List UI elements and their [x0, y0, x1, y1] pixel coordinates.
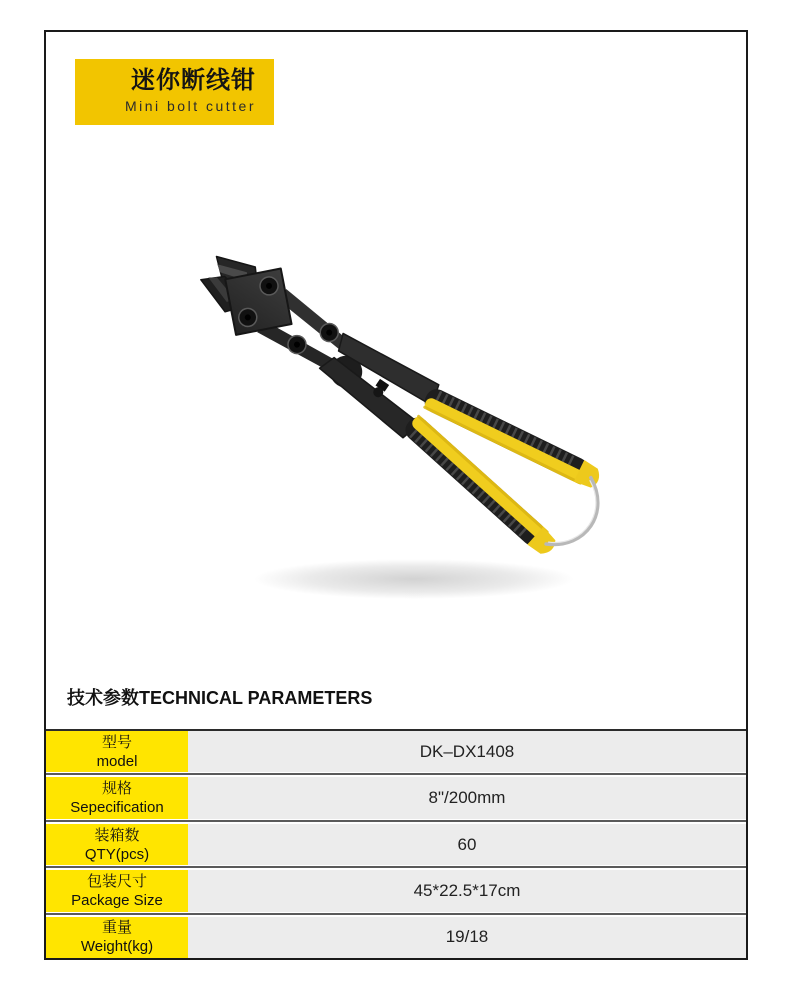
spec-value: 60	[188, 824, 746, 865]
table-row-qty	[46, 824, 746, 865]
spec-label	[46, 731, 188, 772]
spec-label-en: Weight(kg)	[80, 938, 154, 956]
spec-value: 8"/200mm	[188, 777, 746, 818]
spec-label	[46, 777, 188, 818]
product-title-badge	[75, 59, 274, 125]
page-frame	[44, 30, 748, 960]
spec-label-en: QTY(pcs)	[84, 845, 150, 863]
spec-label-zh: 重量	[101, 919, 132, 937]
product-shadow	[254, 559, 574, 599]
spec-label	[46, 917, 188, 958]
spec-label-en: Package Size	[71, 891, 163, 909]
spec-label-zh: 装箱数	[94, 826, 140, 844]
product-image	[152, 242, 672, 622]
table-row-model	[46, 731, 746, 772]
bolt-cutter	[178, 242, 621, 571]
spec-label	[46, 870, 188, 911]
table-row-package-size	[46, 870, 746, 911]
spec-label	[46, 824, 188, 865]
table-row-specification	[46, 777, 746, 818]
section-heading: 技术参数TECHNICAL PARAMETERS	[67, 688, 373, 708]
spec-value: 19/18	[188, 917, 746, 958]
spec-label-zh: 规格	[101, 780, 132, 798]
spec-label-zh: 型号	[101, 733, 132, 751]
spec-label-en: Sepecification	[70, 799, 164, 817]
spec-label-en: model	[96, 752, 138, 770]
product-title-en: Mini bolt cutter	[124, 98, 256, 114]
spec-table	[46, 729, 746, 958]
spec-value: 45*22.5*17cm	[188, 870, 746, 911]
product-title-zh: 迷你断线钳	[131, 67, 256, 94]
spec-value: DK–DX1408	[188, 731, 746, 772]
table-row-weight	[46, 917, 746, 958]
spec-label-zh: 包装尺寸	[86, 872, 147, 890]
